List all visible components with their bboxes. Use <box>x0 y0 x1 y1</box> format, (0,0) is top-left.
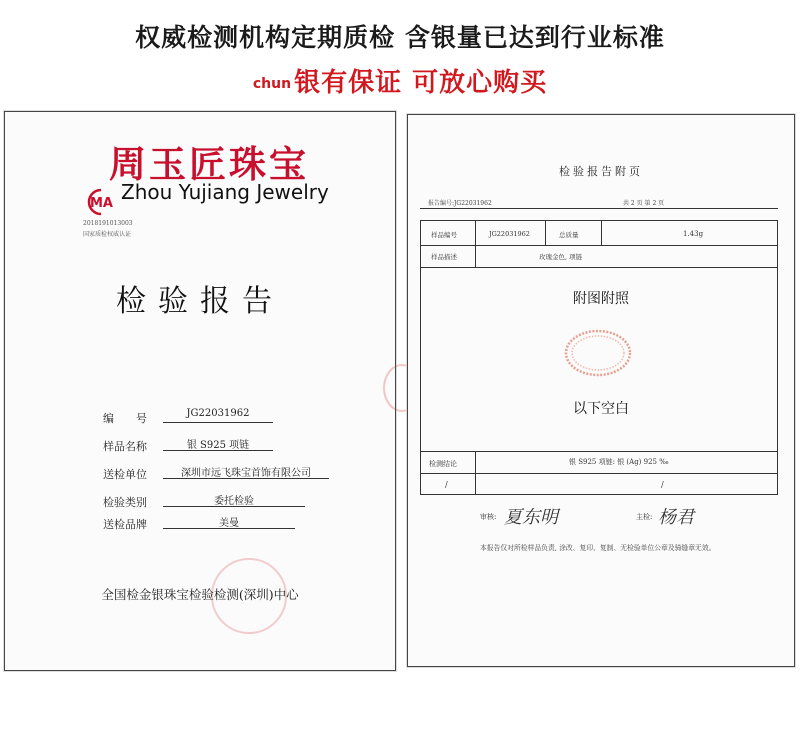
cert-number: 2018191013003 <box>83 220 133 227</box>
inspector-signature: 杨君 <box>658 507 694 528</box>
empty-cell-right: / <box>661 480 664 489</box>
banner-subheadline <box>0 62 800 99</box>
testing-center-name: 全国检金银珠宝检验检测(深圳)中心 <box>101 587 299 602</box>
report-number: 报告编号:JG22031962 <box>428 200 492 207</box>
banner-prefix: chun <box>252 76 292 92</box>
field-label-brand: 送检品牌 <box>103 518 147 531</box>
field-value-submitter: 深圳市远飞珠宝首饰有限公司 <box>163 464 329 479</box>
field-value-number: JG22031962 <box>163 408 273 423</box>
sample-no-value: JG22031962 <box>489 230 530 238</box>
reviewer-signature: 夏东明 <box>504 507 558 528</box>
report-annex-page <box>407 114 795 667</box>
banner-subheadline-text: 银有保证 可放心购买 <box>294 68 548 98</box>
empty-cell-left: / <box>445 480 448 489</box>
field-label-category: 检验类别 <box>103 496 147 509</box>
cert-subtitle: 国家质检权威认证 <box>83 231 132 238</box>
disclaimer-text: 本报告仅对所检样品负责, 涂改、复印、复制、无检验单位公章及骑缝章无效。 <box>480 544 716 552</box>
annex-photo-title: 附图附照 <box>573 291 629 307</box>
description-label: 样品描述 <box>431 253 457 261</box>
field-value-category: 委托检验 <box>163 492 305 507</box>
brand-name-cn: 周玉匠珠宝 <box>109 142 309 186</box>
conclusion-label: 检测结论 <box>429 460 457 468</box>
field-value-sample-name: 银 S925 项链 <box>163 436 273 451</box>
cma-logo-icon <box>81 186 121 216</box>
conclusion-value: 银 S925 项链: 银 (Ag) 925 ‰ <box>569 458 669 466</box>
field-label-number: 编 号 <box>103 412 147 425</box>
brand-name-en: Zhou Yujiang Jewelry <box>121 180 329 204</box>
header-divider <box>420 208 778 209</box>
blank-note: 以下空白 <box>573 401 629 417</box>
banner-headline: 权威检测机构定期质检 含银量已达到行业标准 <box>135 23 665 52</box>
report-cover <box>4 111 396 671</box>
necklace-photo-icon <box>558 325 638 381</box>
reviewer-label: 审核: <box>480 513 497 521</box>
field-value-brand: 美曼 <box>163 514 295 529</box>
report-title: 检验报告 <box>116 284 284 319</box>
weight-value: 1.43g <box>683 230 704 238</box>
field-label-sample-name: 样品名称 <box>103 440 147 453</box>
weight-label: 总质量 <box>559 231 579 239</box>
svg-text:MA: MA <box>90 196 113 211</box>
sample-no-label: 样品编号 <box>431 231 457 239</box>
inspector-label: 主检: <box>636 513 653 521</box>
description-value: 玫瑰金色, 项链 <box>539 253 583 261</box>
annex-page-title: 检验报告附页 <box>559 165 643 178</box>
page-number: 共 2 页 第 2 页 <box>623 200 665 207</box>
field-label-submitter: 送检单位 <box>103 468 147 481</box>
